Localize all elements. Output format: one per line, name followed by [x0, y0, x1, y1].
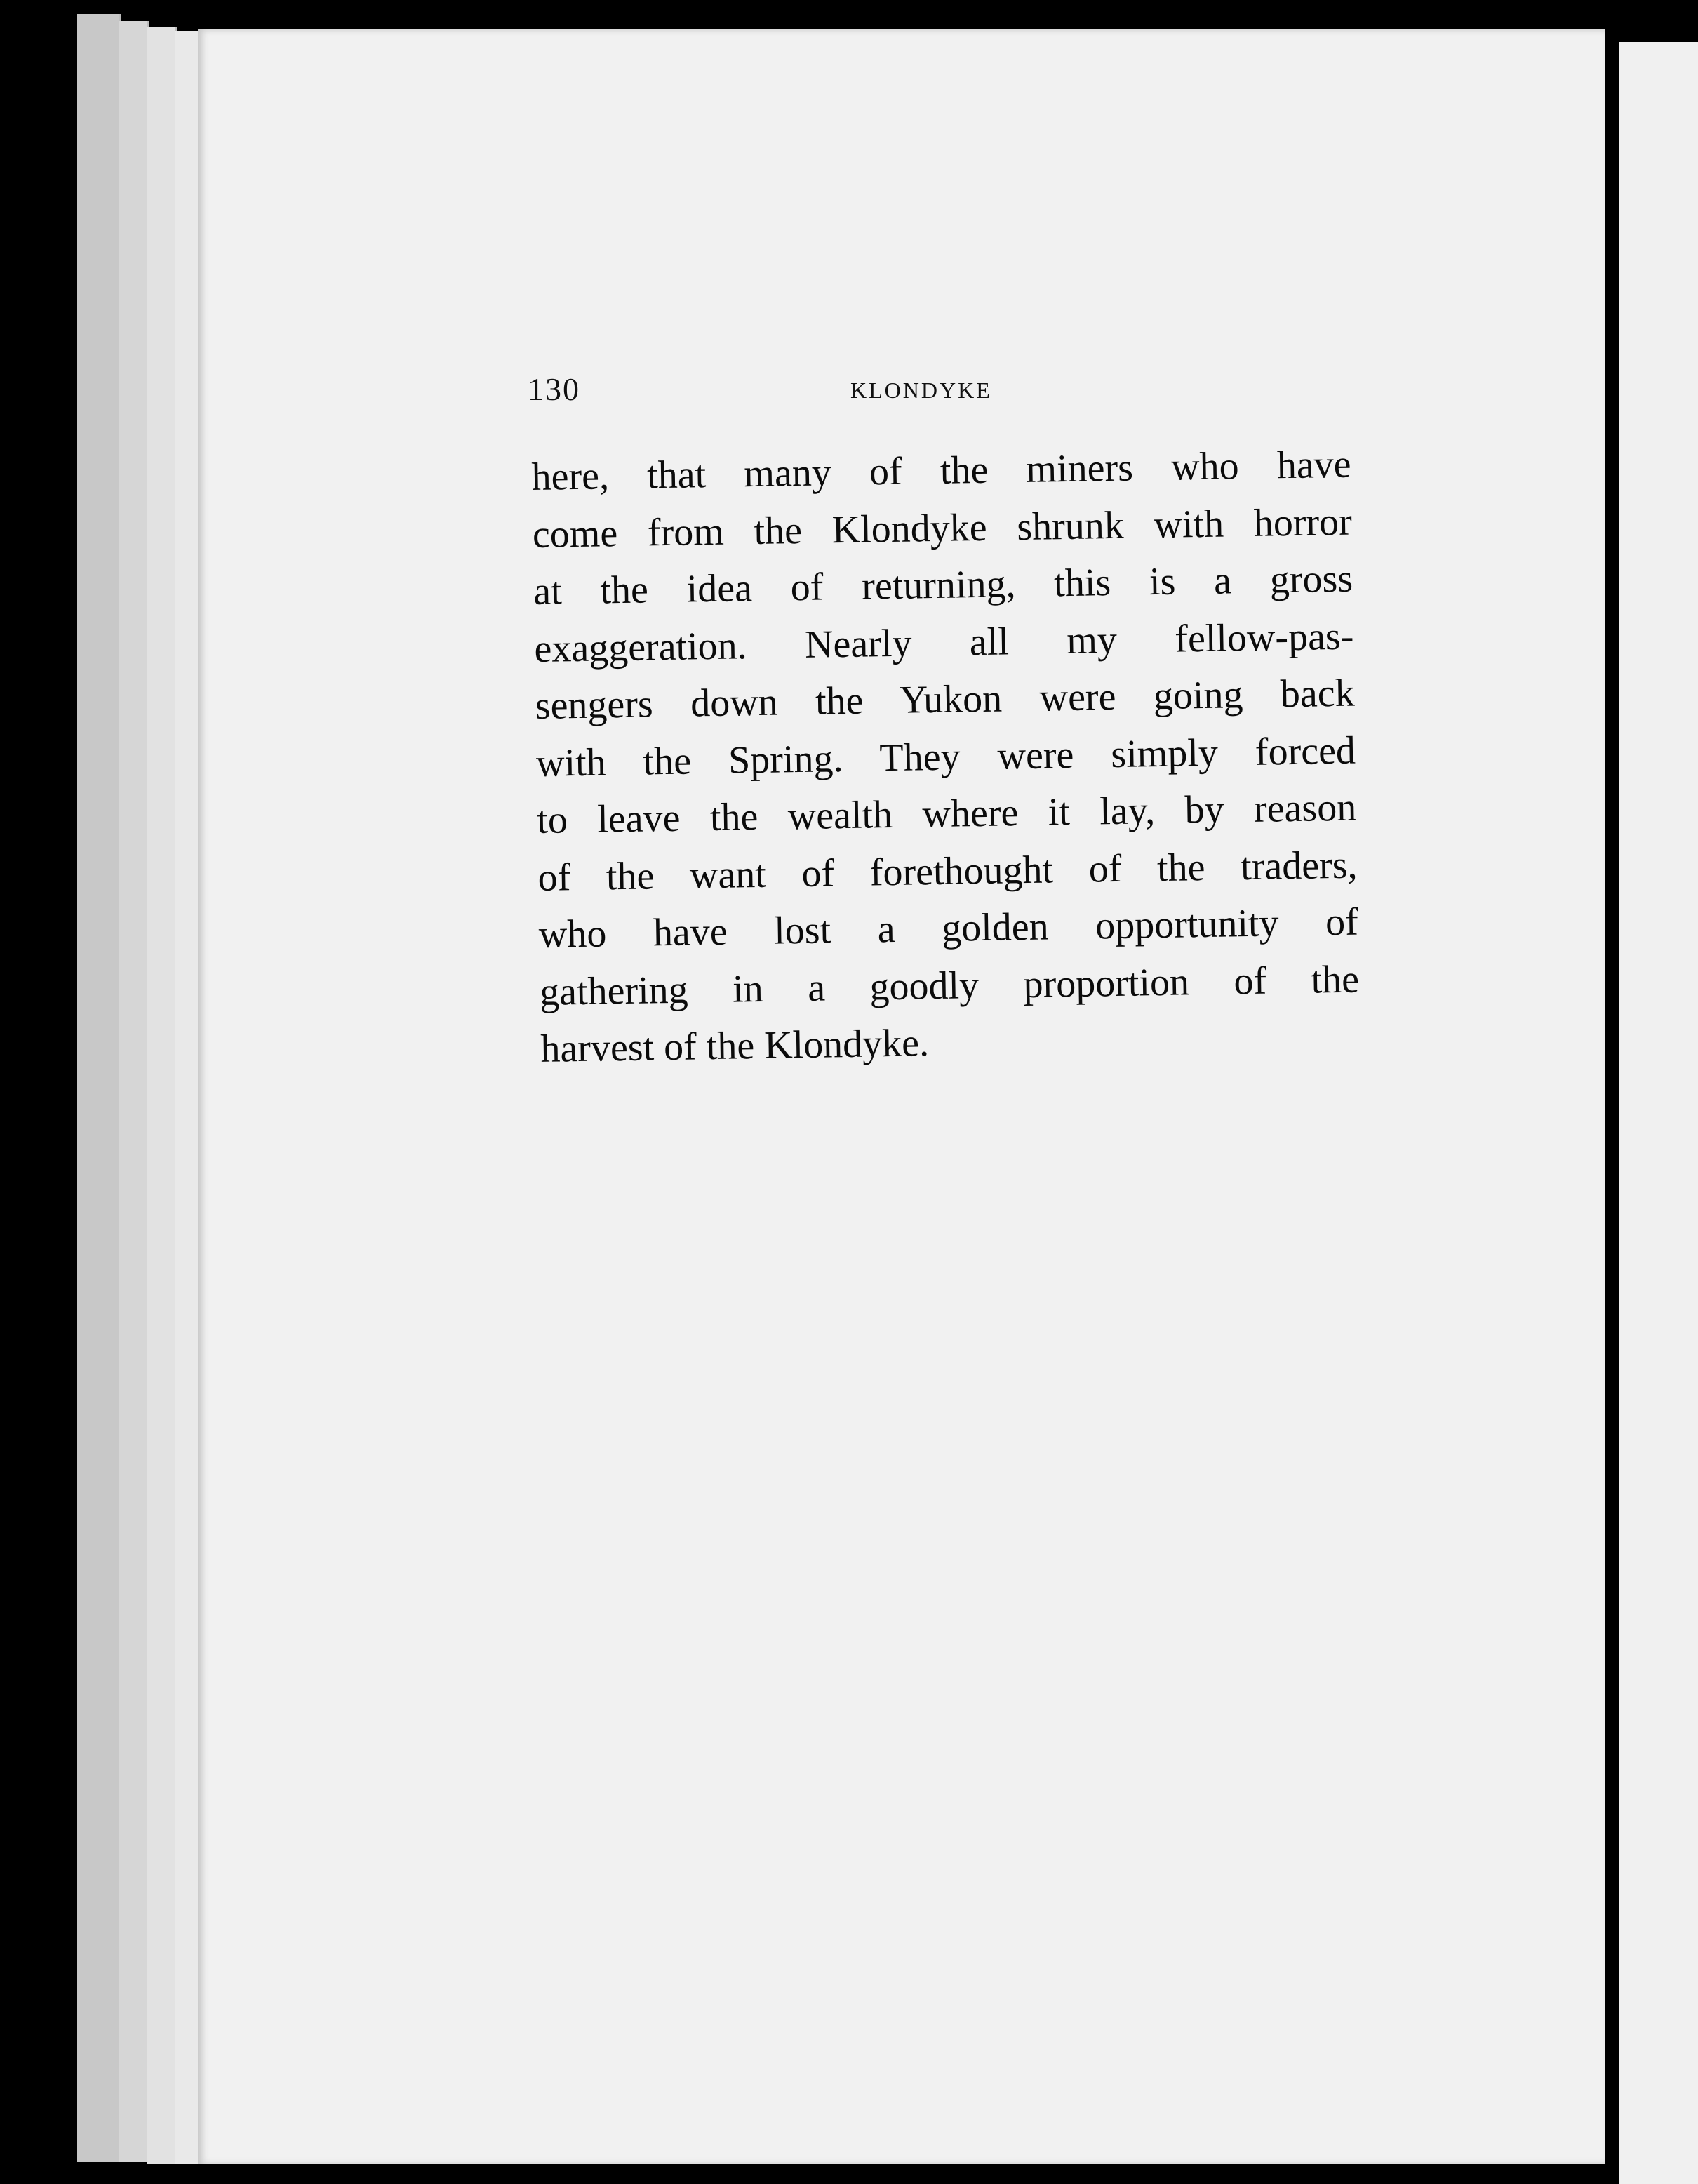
text-line: come from the Klondyke shrunk with horror: [532, 500, 1353, 557]
text-line: of the want of forethought of the traders,: [537, 843, 1358, 900]
book-page: [198, 29, 1605, 2164]
text-line: here, that many of the miners who have: [531, 442, 1351, 499]
text-line: exaggeration. Nearly all my fellow-pas-: [533, 614, 1354, 671]
text-line: who have lost a golden opportunity of: [538, 900, 1359, 957]
body-paragraph: [531, 437, 1361, 1079]
running-head: [528, 371, 1033, 420]
page-stack-edge-3: [147, 27, 177, 2164]
text-line: at the idea of returning, this is a gross: [533, 557, 1353, 613]
running-title: KLONDYKE: [850, 378, 992, 403]
text-line: harvest of the Klondyke.: [540, 1021, 930, 1071]
text-line: gathering in a goodly proportion of the: [539, 957, 1360, 1014]
page-number: 130: [528, 371, 580, 407]
page-stack-edge-2: [119, 21, 149, 2162]
facing-page-edge: [1619, 42, 1698, 2184]
text-line: to leave the wealth where it lay, by reason: [536, 785, 1357, 842]
text-line: sengers down the Yukon were going back: [535, 671, 1356, 728]
text-line: with the Spring. They were simply forced: [535, 728, 1356, 785]
page-stack-edge-1: [77, 14, 121, 2162]
